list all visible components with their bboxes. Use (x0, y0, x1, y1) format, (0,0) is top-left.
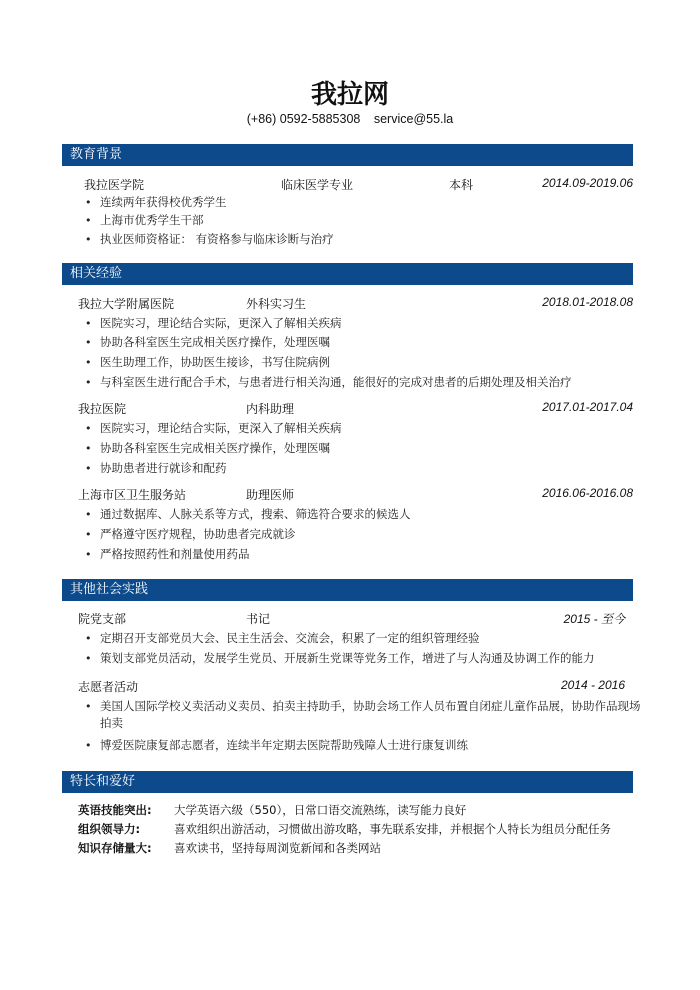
social-date: 2014 - 2016 (560, 678, 625, 692)
list-item: • 医生助理工作，协助医生接诊，书写住院病例 (85, 355, 330, 369)
school-name: 我拉医学院 (84, 178, 145, 192)
contact-line (0, 112, 700, 126)
role: 助理医师 (246, 488, 295, 502)
org-name: 我拉大学附属医院 (78, 297, 175, 311)
bullet-icon: • (85, 652, 92, 665)
education-date: 2014.09-2019.06 (542, 176, 633, 190)
skill-label: 知识存储量大: (78, 841, 152, 855)
list-item: • 医院实习，理论结合实际，更深入了解相关疾病 (85, 421, 342, 435)
list-item: • 策划支部党员活动，发展学生党员、开展新生党课等党务工作，增进了与人沟通及协调工作的能力 (85, 651, 595, 665)
list-item: • 与科室医生进行配合手术，与患者进行相关沟通，能很好的完成对患者的后期处理及相关治疗 (85, 375, 572, 389)
section-skills-header: 特长和爱好 (62, 771, 633, 793)
skill-label: 组织领导力: (78, 822, 141, 836)
skill-value: 喜欢读书，坚持每周浏览新闻和各类网站 (174, 841, 381, 855)
social-date: 2015 - 至今 (563, 612, 625, 626)
phone-number: (+86) 0592-5885308 (246, 112, 361, 126)
list-item: • 执业医师资格证： 有资格参与临床诊断与治疗 (85, 232, 334, 246)
bullet-icon: • (85, 336, 92, 349)
major: 临床医学专业 (281, 178, 354, 192)
list-item: • 严格遵守医疗规程，协助患者完成就诊 (85, 527, 296, 541)
list-item: • 协助患者进行就诊和配药 (85, 461, 227, 475)
skill-row (78, 821, 638, 839)
bullet-icon: • (85, 548, 92, 561)
section-social-header: 其他社会实践 (62, 579, 633, 601)
bullet-icon: • (85, 422, 92, 435)
bullet-icon: • (85, 233, 92, 246)
list-item: • 严格按照药性和剂量使用药品 (85, 547, 250, 561)
org-name: 院党支部 (78, 612, 127, 626)
social-entry (0, 610, 700, 628)
bullet-icon: • (85, 196, 92, 209)
org-name: 上海市区卫生服务站 (78, 488, 187, 502)
experience-date: 2016.06-2016.08 (542, 486, 633, 500)
list-item: • 通过数据库、人脉关系等方式，搜索、筛选符合要求的候选人 (85, 507, 411, 521)
experience-entry (0, 400, 700, 418)
bullet-icon: • (85, 632, 92, 645)
org-name: 志愿者活动 (78, 680, 139, 694)
skill-value: 喜欢组织出游活动，习惯做出游攻略，事先联系安排，并根据个人特长为组员分配任务 (174, 822, 611, 836)
bullet-icon: • (85, 739, 92, 752)
list-item: • 博爱医院康复部志愿者，连续半年定期去医院帮助残障人士进行康复训练 (85, 738, 468, 752)
bullet-icon: • (85, 508, 92, 521)
skill-row (78, 840, 638, 858)
skill-label: 英语技能突出: (78, 803, 152, 817)
org-name: 我拉医院 (78, 402, 127, 416)
bullet-icon: • (85, 214, 92, 227)
skill-value: 大学英语六级（550），日常口语交流熟练，读写能力良好 (174, 803, 467, 817)
skill-row (78, 802, 638, 820)
list-item: • 上海市优秀学生干部 (85, 213, 204, 227)
education-entry (0, 176, 700, 194)
experience-date: 2017.01-2017.04 (542, 400, 633, 414)
list-item: • 定期召开支部党员大会、民主生活会、交流会，积累了一定的组织管理经验 (85, 631, 480, 645)
experience-entry (0, 486, 700, 504)
bullet-icon: • (85, 317, 92, 330)
section-experience-header: 相关经验 (62, 263, 633, 285)
bullet-icon: • (85, 376, 92, 389)
bullet-icon: • (85, 528, 92, 541)
social-entry (0, 678, 700, 696)
role: 外科实习生 (246, 297, 307, 311)
experience-date: 2018.01-2018.08 (542, 295, 633, 309)
list-item: • 协助各科室医生完成相关医疗操作，处理医嘱 (85, 335, 330, 349)
role: 书记 (246, 612, 271, 626)
resume-name: 我拉网 (310, 80, 389, 110)
email-address: service@55.la (373, 112, 454, 126)
list-item: • 协助各科室医生完成相关医疗操作，处理医嘱 (85, 441, 330, 455)
list-item: • 美国人国际学校义卖活动义卖员、拍卖主持助手，协助会场工作人员布置自闭症儿童作品展，协助作品现场拍卖 (85, 699, 641, 730)
degree: 本科 (449, 178, 474, 192)
role: 内科助理 (246, 402, 295, 416)
bullet-icon: • (85, 700, 92, 713)
bullet-icon: • (85, 442, 92, 455)
experience-entry (0, 295, 700, 313)
bullet-icon: • (85, 356, 92, 369)
section-education-header: 教育背景 (62, 144, 633, 166)
bullet-icon: • (85, 462, 92, 475)
list-item: • 医院实习，理论结合实际，更深入了解相关疾病 (85, 316, 342, 330)
list-item: • 连续两年获得校优秀学生 (85, 195, 227, 209)
